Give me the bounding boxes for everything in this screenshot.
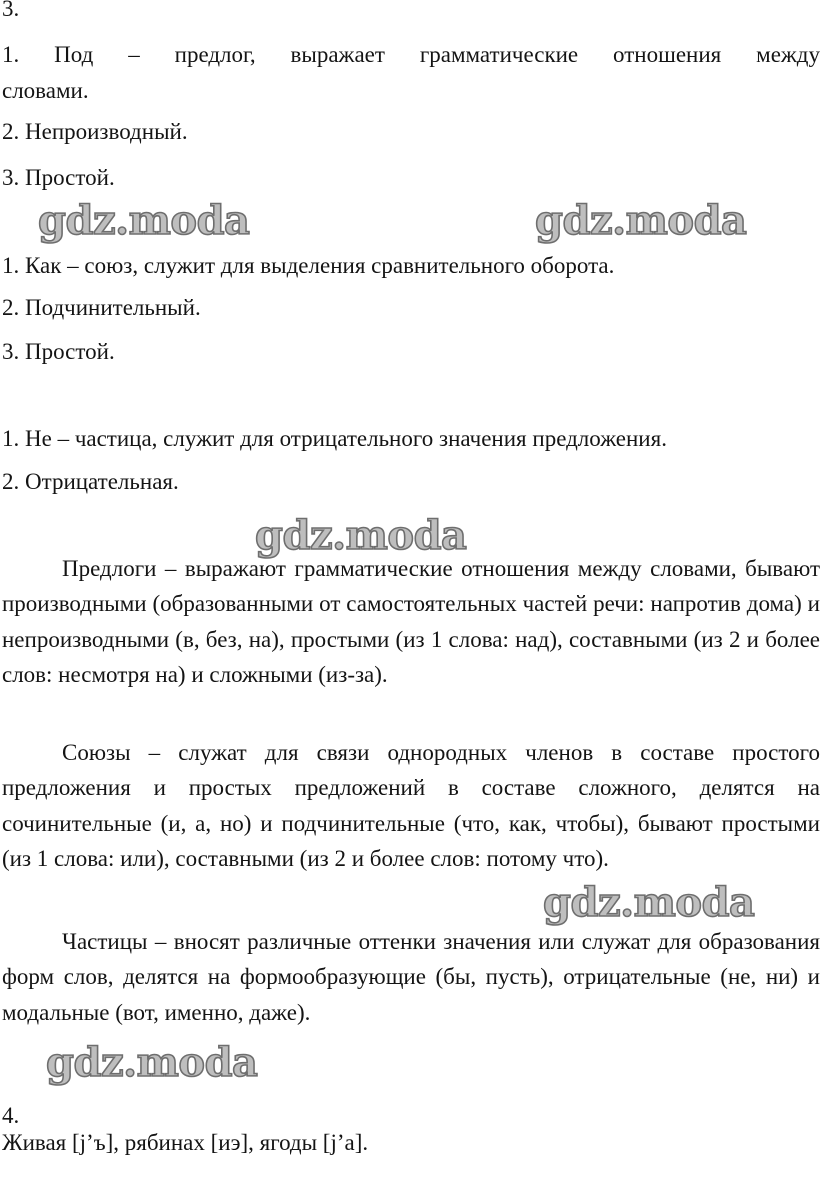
section-4-line-1: Живая [j’ъ], рябинах [иэ], ягоды [j’а].: [2, 1130, 369, 1155]
section-3-number: 3.: [2, 0, 20, 21]
pod-line-1: 1. Под – предлог, выражает грамматические отношения между: [2, 42, 820, 67]
ne-line-1: 1. Не – частица, служит для отрицательного значения предложения.: [2, 426, 667, 451]
particles-paragraph: Частицы – вносят различные оттенки значения или служат для образования форм слов, делятся на формообразующие (бы, пусть), отрицательные (не, ни) и модальные (вот, именно, даже).: [2, 929, 820, 1025]
watermark-logo: gdz.moda: [543, 879, 755, 926]
watermark-logo: gdz.moda: [255, 512, 467, 559]
ne-line-2: 2. Отрицательная.: [2, 469, 179, 494]
kak-line-3: 3. Простой.: [2, 339, 115, 364]
pod-line-1-continuation: словами.: [2, 78, 89, 103]
pod-line-2: 2. Непроизводный.: [2, 119, 188, 144]
watermark-logo: gdz.moda: [38, 197, 250, 244]
pod-line-3: 3. Простой.: [2, 165, 115, 190]
kak-line-1: 1. Как – союз, служит для выделения сравнительного оборота.: [2, 253, 615, 278]
section-4-number: 4.: [2, 1103, 20, 1128]
watermark-logo: gdz.moda: [535, 197, 747, 244]
conjunctions-paragraph: Союзы – служат для связи однородных членов в составе простого предложения и простых предложений в составе сложного, делятся на сочинительные (и, а, но) и подчинительные (что, как, чтобы), бывают простыми (из 1 слова: или), составными (из 2 и более слов: потому что).: [2, 740, 820, 871]
prepositions-paragraph: Предлоги – выражают грамматические отношения между словами, бывают производными (образованными от самостоятельных частей речи: напротив дома) и непроизводными (в, без, на), простыми (из 1 слова: над), составными (из 2 и более слов: несмотря на) и сложными (из-за).: [2, 556, 820, 687]
watermark-logo: gdz.moda: [46, 1039, 258, 1086]
kak-line-2: 2. Подчинительный.: [2, 295, 201, 320]
